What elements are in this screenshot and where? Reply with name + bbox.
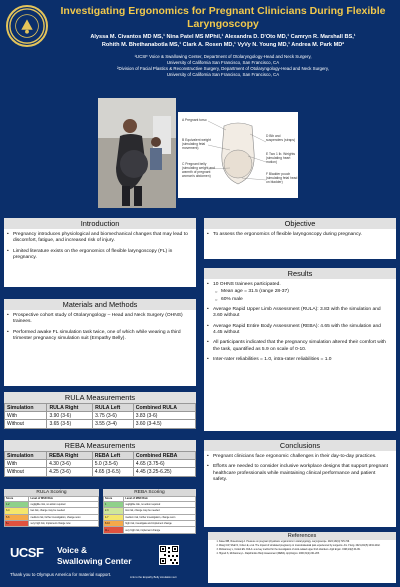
column-header: Simulation [5,404,47,412]
rula-scoring-table [4,496,99,527]
table-header-row [5,404,196,412]
table-cell: With [5,412,47,420]
score-cell: 2-3 [104,508,124,514]
introduction-heading: Introduction [4,218,196,229]
reference-item: 3. McAtamney L, Corlett EN. RULA: a survey method for the investigation of work-related upper limb disorders. Appl Ergon. 1993;24(2):91-99. [219,549,392,552]
table-cell: 4.30 (3-6) [47,460,93,468]
table-cell: 5.0 (3.5-6) [92,460,133,468]
university-seal-icon [6,5,48,47]
column-header: Combined REBA [133,452,195,460]
score-cell: 1 [104,501,124,507]
table-row [5,520,99,526]
diagram-label-e: E Two 1 lb. Weights (simulating heart motion) [266,152,296,164]
results-bullet-comfort: • All participants indicated that the pregnancy simulation altered their comfort with the task, quantified as 5.9 on scale of 0-10. [213,340,390,353]
ucsf-logo-text: UCSF [10,545,44,560]
column-header: Combined RULA [133,404,195,412]
references-heading: References [208,532,396,540]
affiliation-1b: University of California San Francisco, San Francisco, CA [166,60,280,65]
table-cell: 3.75 (3-6) [93,412,134,420]
table-cell: 3.90 (3-6) [47,412,93,420]
reba-scoring-heading: REBA Scoring [103,489,196,496]
materials-section [4,310,196,386]
table-cell: 3.83 (3-6) [133,412,195,420]
reference-item: 1. Kaleel RB, Rosenzweig A. Pressure on pregnant physicians: ergonomics in otolaryngology. Laryngoscope. 2022;132(4):725-729. [219,541,392,544]
acknowledgement: Thank you to Olympus America for material support. [10,572,112,577]
conclusions-bullet-1: • Pregnant clinicians face ergonomic challenges in their day-to-day practices. [213,454,390,460]
objective-section [204,229,396,259]
conclusions-section [204,451,396,527]
introduction-section [4,229,196,287]
rula-scoring-key [4,489,99,527]
objective-bullet-1: • To assess the ergonomics of flexible laryngoscopy during pregnancy. [213,232,390,238]
score-cell: 3-4 [5,508,29,514]
authors-line-1: Alyssa M. Civantos MD MS,¹ Nina Patel MS MPhil,¹ Alexandra D. D'Oto MD,¹ Camryn R. Marshall BS,¹ [90,34,356,40]
table-cell: Without [5,420,47,428]
conclusions-heading: Conclusions [204,440,396,451]
center-name-line-1: Voice & [57,545,88,555]
column-header: REBA Left [92,452,133,460]
poster-title: Investigating Ergonomics for Pregnant Clinicians During Flexible Laryngoscopy [60,5,386,30]
materials-bullet-1: • Prospective cohort study of Otolaryngology – Head and Neck Surgery (OHNS) trainees. [13,313,190,326]
table-cell: 3.65 (3-5) [47,420,93,428]
column-header: REBA Right [47,452,93,460]
objective-heading: Objective [204,218,396,229]
reba-measurements-heading: REBA Measurements [4,440,196,451]
diagram-label-f: F Bladder pouch (simulating fetal head on bladder) [266,172,298,184]
results-sub-male: ○ 60% male [221,297,390,303]
diagram-label-a: A Pregnant torso [182,118,207,122]
table-row [5,412,196,420]
reba-scoring-table [103,496,196,534]
introduction-bullet-1: • Pregnancy introduces physiological and biomechanical changes that may lead to discomfort, fatigue, and increased risk of injury. [13,232,190,245]
affiliations [52,54,394,78]
authors-line-2: Rohith M. Bhethanabotla MS,¹ Clark A. Rosen MD,¹ VyVy N. Young MD,¹ Andrea M. Park MD² [101,42,345,49]
affiliation-2a: ²Division of Facial Plastics & Reconstructive Surgery, Department of Otolaryngology-Head and Neck Surgery, [117,66,329,71]
score-cell: 4-7 [104,514,124,520]
column-header: Score [5,497,29,502]
affiliation-2b: University of California San Francisco, San Francisco, CA [166,72,280,77]
results-sub-age: ○ Mean age = 31.5 (range 28-37) [221,289,390,295]
table-cell: 4.65 (3.75-6) [133,460,195,468]
diagram-label-d: D Bib and suspenders (straps) [266,134,296,142]
ucsf-logo [10,545,52,569]
column-header: Simulation [5,452,47,460]
results-bullet-reliability: • Inter-rater reliabilities = 1.0, intra-rater reliabilities = 1.0 [213,357,390,363]
table-cell: 4.65 (3-6.5) [92,468,133,476]
references-section [208,532,396,583]
center-name-line-2: Swallowing Center [57,555,132,566]
rula-scoring-heading: RULA Scoring [4,489,99,496]
table-row [5,420,196,428]
simulation-photo [98,98,176,208]
risk-cell: very high risk, implement change [124,527,196,533]
results-bullet-rula: • Average Rapid Upper Limb Assessment (RULA): 3.83 with the simulation and 3.60 without [213,307,390,320]
results-section [204,279,396,431]
risk-cell: low risk, change may be needed [29,508,99,514]
table-header-row [5,452,196,460]
reba-scoring-key [103,489,196,534]
reba-measurements-table [4,451,196,477]
risk-cell: negligible risk, no action required [29,501,99,507]
score-cell: 5-6 [5,514,29,520]
column-header: Score [104,497,124,502]
affiliation-1a: ¹UCSF Voice & Swallowing Center, Department of Otolaryngology-Head and Neck Surgery, [134,54,312,59]
column-header: Level of MSD Risk [124,497,196,502]
table-row [5,468,196,476]
diagram-label-c: C Pregnant belly (simulating weight and warmth of pregnant woman's abdomen) [182,162,215,178]
column-header: RULA Left [93,404,134,412]
author-list [52,33,394,49]
score-cell: 1-2 [5,501,29,507]
results-bullet-1: • 10 OHNS trainees participated. [213,282,390,288]
table-cell: 3.60 (3-4.5) [133,420,195,428]
materials-bullet-2: • Performed awake FL simulation task twice, one of which while wearing a third trimester pregnancy simulation suit (Empathy Belly). [13,330,190,343]
risk-cell: medium risk, further investigation, change soon [124,514,196,520]
score-cell: 8-10 [104,520,124,526]
results-bullet-reba: • Average Rapid Entire Body Assessment (REBA): 4.65 with the simulation and 4.45 without [213,324,390,337]
score-cell: 6+ [5,520,29,526]
table-cell: With [5,460,47,468]
table-cell: 3.55 (3-4) [93,420,134,428]
rula-measurements-heading: RULA Measurements [4,392,196,403]
empathy-belly-diagram [178,112,298,198]
diagram-label-b: B Equivalent weight (simulating fetal movement) [182,138,211,150]
results-heading: Results [204,268,396,279]
qr-code-caption: Link to the Empathy Belly simulation suit [130,576,177,579]
introduction-bullet-2: • Limited literature exists on the ergonomics of flexible laryngoscopy (FL) in pregnancy. [13,249,190,262]
table-cell: Without [5,468,47,476]
risk-cell: high risk, investigate and implement change [124,520,196,526]
table-cell: 4.25 (3-6) [47,468,93,476]
center-name [57,545,131,566]
table-cell: 4.45 (3.25-6.25) [133,468,195,476]
rula-measurements-table [4,403,196,429]
table-row [5,460,196,468]
risk-cell: very high risk, implement change now [29,520,99,526]
reference-item: 4. Hignett S, McAtamney L. Rapid Entire Body Assessment (REBA). Appl Ergon. 2000;31(2):201-205. [219,553,392,556]
score-cell: 11+ [104,527,124,533]
risk-cell: medium risk, further investigation, change soon [29,514,99,520]
conclusions-bullet-2: • Efforts are needed to consider inclusive workplace designs that support pregnant healthcare professionals while maintaining clinical performance and patient safety. [213,464,390,483]
table-row [104,527,196,533]
column-header: RULA Right [47,404,93,412]
qr-code-icon[interactable] [159,545,179,565]
reference-item: 2. Wang CW, Shah N, Cohen E, et al. The impact of simulated pregnancy on musculoskeletal pain experienced by surgeons. Am J Surg. 2021;221(5):1034-1042. [219,545,392,548]
risk-cell: negligible risk, no action required [124,501,196,507]
materials-heading: Materials and Methods [4,299,196,310]
risk-cell: low risk, change may be needed [124,508,196,514]
column-header: Level of MSD Risk [29,497,99,502]
